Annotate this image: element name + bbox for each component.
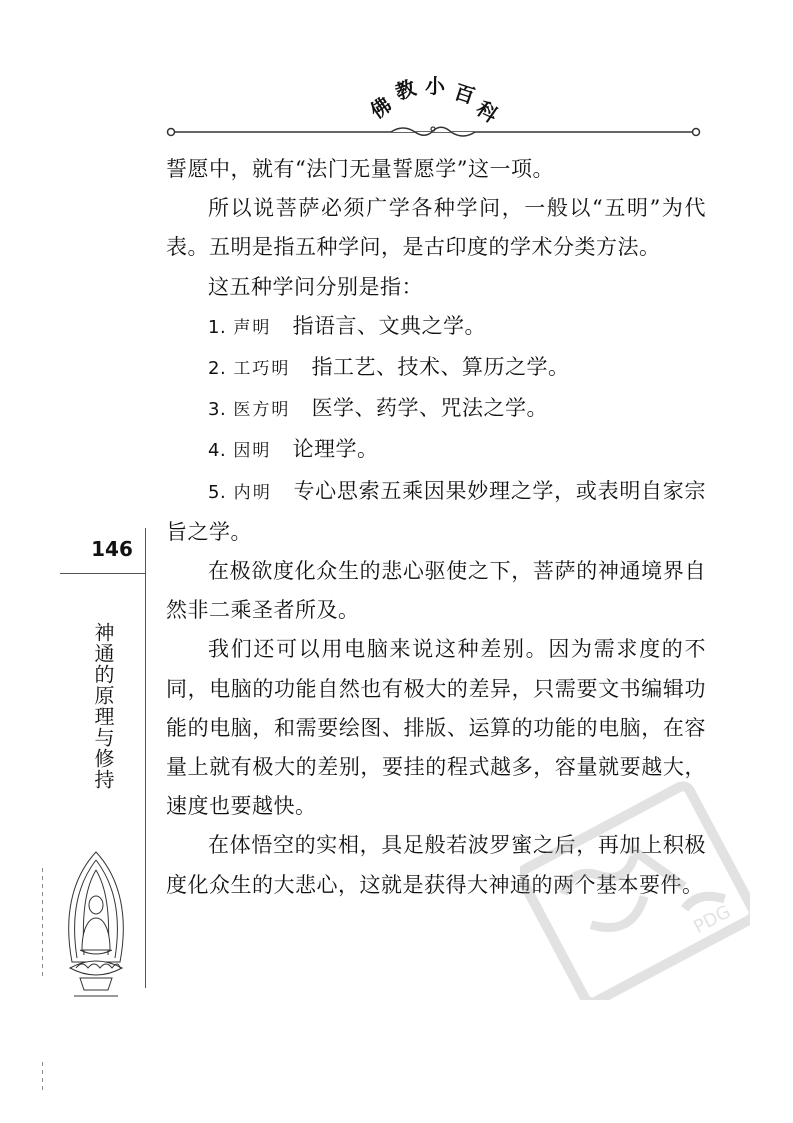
paragraph: 在体悟空的实相，具足般若波罗蜜之后，再加上积极度化众生的大悲心，这就是获得大神通的两个基本要件。	[166, 833, 706, 897]
list-number: 3.	[208, 399, 227, 421]
scan-margin-mark	[42, 1062, 43, 1092]
sidebar-horizontal-rule	[60, 573, 146, 574]
header-char: 百	[451, 79, 478, 109]
list-number: 4.	[208, 440, 227, 462]
list-description: 论理学。	[292, 437, 379, 462]
book-title-vertical: 神通的原理与修持	[91, 622, 115, 790]
list-description: 专心思索五乘因果妙理之学，或表明自家宗旨之学。	[166, 478, 706, 544]
list-item	[166, 348, 706, 389]
paragraph: 在极欲度化众生的悲心驱使之下，菩萨的神通境界自然非二乘圣者所及。	[166, 559, 706, 623]
list-description: 指工艺、技术、算历之学。	[311, 355, 570, 380]
list-description: 指语言、文典之学。	[292, 313, 487, 338]
paragraph: 誓愿中，就有“法门无量誓愿学”这一项。	[166, 157, 554, 181]
library-seal-watermark	[520, 780, 750, 1000]
list-item	[166, 430, 706, 471]
page-header	[0, 0, 793, 150]
paragraph: 所以说菩萨必须广学各种学问，一般以“五明”为代表。五明是指五种学问，是古印度的学术分类方法。	[166, 196, 706, 260]
list-term: 医方明	[233, 400, 291, 421]
list-number: 2.	[208, 358, 227, 380]
header-char: 科	[472, 96, 503, 128]
list-term: 内明	[233, 482, 273, 503]
header-ornament-rule	[166, 126, 701, 138]
list-term: 声明	[233, 317, 272, 338]
header-char: 教	[392, 75, 419, 105]
paragraph: 这五种学问分别是指：	[208, 274, 423, 299]
list-term: 因明	[233, 441, 272, 462]
header-char: 佛	[365, 92, 396, 124]
paragraph: 我们还可以用电脑来说这种差别。因为需求度的不同，电脑的功能自然也有极大的差异，只需要文书编辑功能的电脑，和需要绘图、排版、运算的功能的电脑，在容量上就有极大的差别，要挂的程式越多，容量就要越大，速度也要越快。	[166, 637, 706, 819]
list-term: 工巧明	[233, 359, 291, 380]
list-description: 医学、药学、咒法之学。	[311, 396, 549, 421]
list-item	[166, 472, 706, 552]
scan-margin-mark	[42, 868, 43, 978]
list-item	[166, 389, 706, 430]
seal-label: PDG	[690, 901, 735, 939]
page-number: 146	[91, 537, 133, 561]
list-item	[166, 307, 706, 348]
header-char: 小	[425, 74, 445, 98]
sidebar-vertical-rule	[145, 528, 146, 988]
list-number: 1.	[208, 316, 227, 338]
seated-buddha-icon	[62, 850, 130, 1000]
list-number: 5.	[208, 481, 227, 503]
